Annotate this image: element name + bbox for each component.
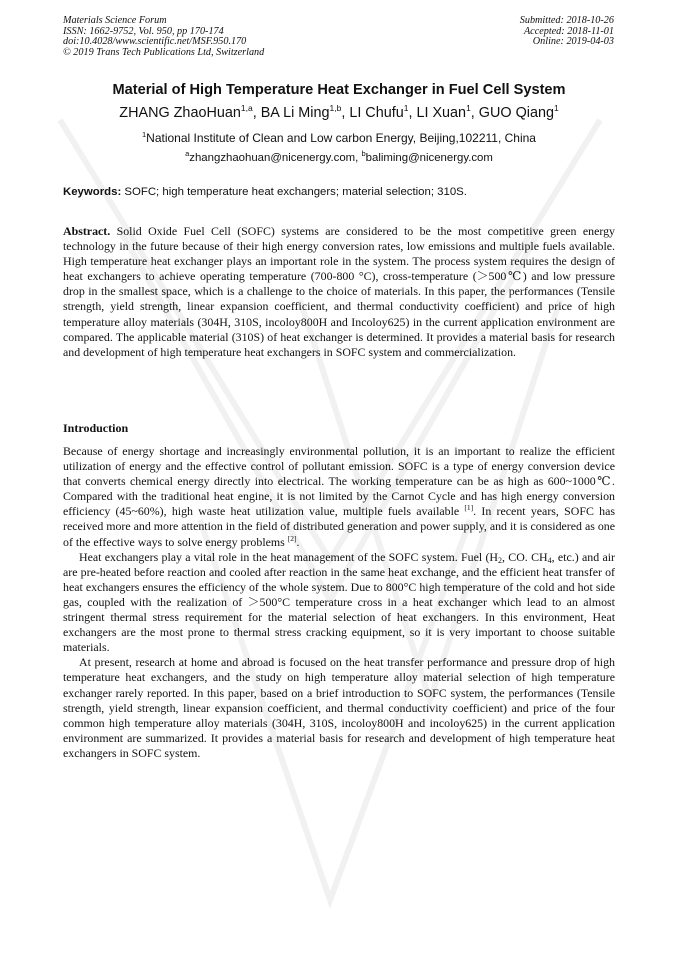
email-separator: , <box>355 152 362 164</box>
author-name: BA Li Ming <box>260 105 330 121</box>
paper-title: Material of High Temperature Heat Exchanger in Fuel Cell System <box>112 82 566 98</box>
keywords <box>63 186 615 198</box>
author-affil-mark: 1,b <box>329 103 342 113</box>
email-mark-b: b <box>361 149 366 158</box>
doi-line: doi:10.4028/www.scientific.net/MSF.950.170 <box>63 36 247 48</box>
section-heading-introduction: Introduction <box>63 421 129 435</box>
author-separator: , <box>470 105 479 121</box>
paragraph-text: , etc.) and air are pre-heated before reaction and cooled after reaction in the same heat exchange, and the efficient heat transfer of heat exchangers ensures the efficiency of the whole system. Due to 800°C high temperature of the cold and hot side gas, coupled with the realization of ＞500°C temperature cross in a heat exchanger which lead to an almost stringent thermal stress requirement for the material selection of heat exchangers. In this environment, Heat exchangers are the most prone to thermal stress cracking equipment, so it is very important to choose suitable materials. <box>63 549 615 655</box>
paragraph-text: , CO. CH <box>502 549 548 564</box>
paragraph-text: . In recent years, SOFC has received more and more attention in the field of distributed generation and power supply, and it is considered as one of the effective ways to solve energy problems <box>63 504 615 549</box>
subscript: 4 <box>547 555 552 565</box>
author-separator: , <box>341 105 350 121</box>
submitted-date: Submitted: 2018-10-26 <box>519 15 614 26</box>
author-separator: , <box>408 105 417 121</box>
issn-line: ISSN: 1662-9752, Vol. 950, pp 170-174 <box>63 25 224 37</box>
keywords-label: Keywords: <box>63 186 122 198</box>
journal-info <box>63 16 264 58</box>
citation-ref-1[interactable]: [1] <box>464 503 474 513</box>
email-a[interactable]: zhangzhaohuan@nicenergy.com <box>189 152 356 164</box>
author-affil-mark: 1 <box>553 103 559 113</box>
subscript: 2 <box>498 555 503 565</box>
author-emails <box>0 149 678 164</box>
author-affil-mark: 1,a <box>240 103 253 113</box>
copyright-line: © 2019 Trans Tech Publications Ltd, Switzerland <box>63 46 265 58</box>
accepted-date: Accepted: 2018-11-01 <box>523 25 614 37</box>
affiliation <box>0 131 678 145</box>
submission-dates <box>520 16 614 48</box>
author-name: LI Chufu <box>349 105 404 121</box>
paragraph-text: . <box>296 534 300 549</box>
affiliation-mark: 1 <box>142 130 147 139</box>
author-affil-mark: 1 <box>466 103 471 113</box>
author-name: LI Xuan <box>416 105 467 121</box>
paragraph-text: Because of energy shortage and increasingly environmental pollution, it is an important to realize the efficient utilization of energy and the effective control of pollutant emission. SOFC is a type of energy conversion device that converts chemical energy directly into electrical. The working temperature can be as high as 600~1000℃. Compared with the traditional heat engine, it is not limited by the Carnot Cycle and has high energy conversion efficiency (45~60%), high waste heat utilization value, multiple fuels available <box>63 444 615 519</box>
citation-ref-2[interactable]: [2] <box>287 533 297 543</box>
paragraph <box>63 444 615 550</box>
author-name: GUO Qiang <box>478 105 554 121</box>
paragraph-text: Heat exchangers play a vital role in the heat management of the SOFC system. Fuel (H <box>79 549 499 564</box>
author-affil-mark: 1 <box>403 103 409 113</box>
journal-name: Materials Science Forum <box>63 15 167 26</box>
email-b[interactable]: baliming@nicenergy.com <box>365 152 493 164</box>
paragraph <box>63 550 615 656</box>
abstract <box>63 224 615 360</box>
author-list <box>0 105 678 121</box>
paragraph: At present, research at home and abroad is focused on the heat transfer performance and pressure drop of high temperature heat exchangers, and the study on high temperature alloy material selection of high temperature exchanger rarely reported. In this paper, based on a brief introduction to SOFC system, the performances (Tensile strength, yield strength, linear expansion coefficient, and thermal conductivity coefficient) and price of the four common high temperature alloy materials (304H, 310S, incoloy800H and incoloy625) in the current application environment are summarized. It provides a material basis for research and development of high temperature heat exchangers in SOFC system. <box>63 655 615 760</box>
keywords-text: SOFC; high temperature heat exchangers; material selection; 310S. <box>121 186 467 198</box>
abstract-label: Abstract. <box>63 224 111 238</box>
online-date: Online: 2019-04-03 <box>532 36 614 48</box>
introduction-body <box>63 444 615 761</box>
email-mark-a: a <box>185 149 190 158</box>
author-separator: , <box>252 105 261 121</box>
abstract-text: Solid Oxide Fuel Cell (SOFC) systems are considered to be the most competitive green energy technology in the future because of their high energy conversion rates, low emissions and multiple fuels available. High temperature heat exchanger plays an important role in the system. The process system requires the design of heat exchangers to achieve operating temperature (700-800 °C), cross-temperature (＞500℃) and low pressure drop in the smallest space, which is a challenge to the choice of materials. In this paper, the performances (Tensile strength, yield strength, linear expansion coefficient, and thermal conductivity coefficient) and price of high temperature alloy materials (304H, 310S, incoloy800H and Incoloy625) in the current application environment are compared. The applicable material (310S) of heat exchanger is determined. It provides a material basis for research and development of high temperature heat exchangers in SOFC system and commercialization. <box>63 224 615 359</box>
affiliation-text: National Institute of Clean and Low carbon Energy, Beijing,102211, China <box>146 131 536 145</box>
author-name: ZHANG ZhaoHuan <box>119 105 241 121</box>
